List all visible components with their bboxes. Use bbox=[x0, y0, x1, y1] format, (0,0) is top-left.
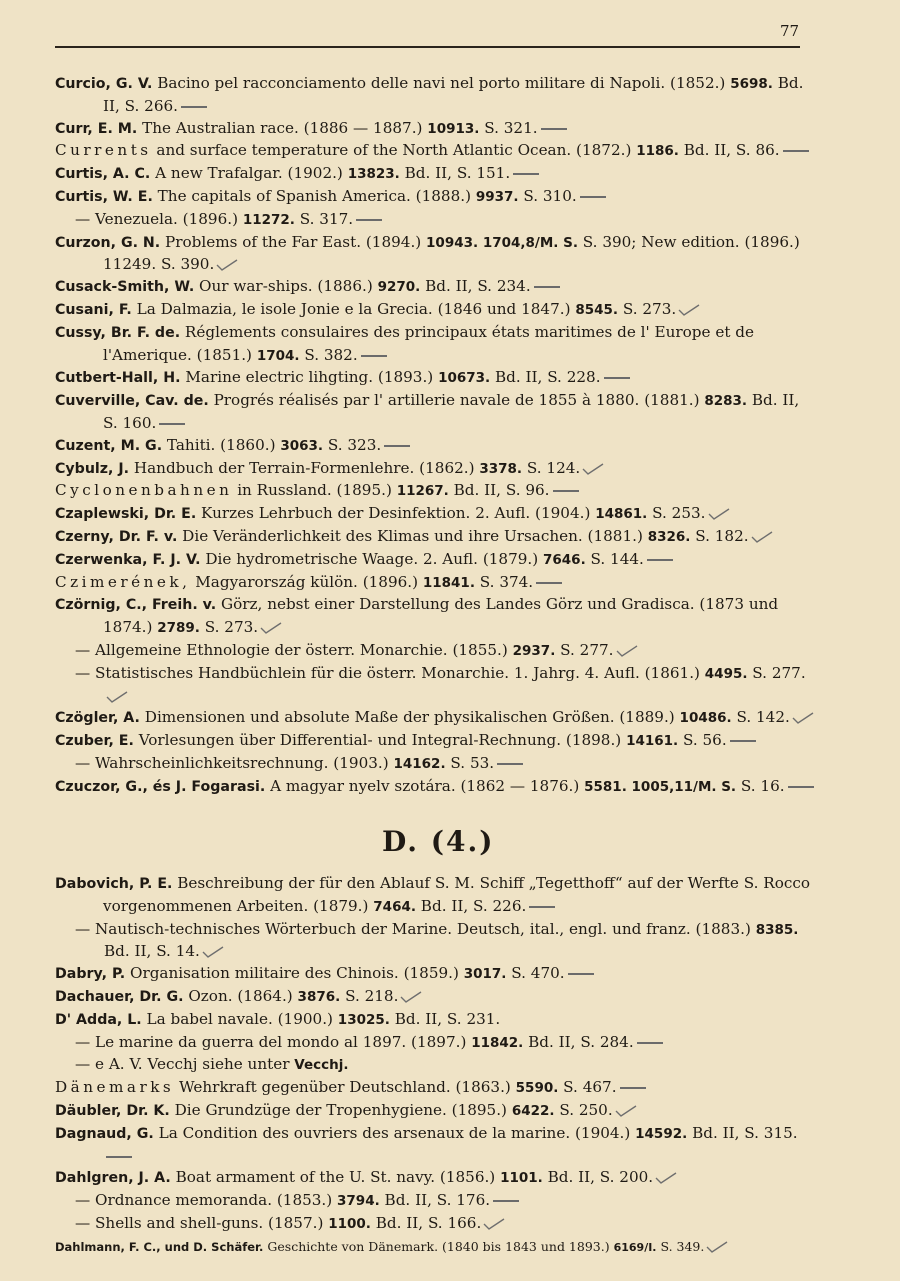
pencil-dash-mark bbox=[730, 740, 756, 742]
entry-author: Dagnaud, G. bbox=[55, 1125, 154, 1142]
entry-page-reference: S. 142. bbox=[731, 708, 790, 727]
entry-page-reference: S. 321. bbox=[479, 118, 538, 137]
pencil-check-icon bbox=[751, 531, 773, 543]
bibliography-entry bbox=[55, 753, 815, 776]
pencil-dash-mark bbox=[493, 1200, 519, 1202]
bibliography-entry bbox=[55, 118, 815, 141]
entry-page-reference: Bd. II, S. 166. bbox=[370, 1213, 482, 1232]
bibliography-entry bbox=[55, 549, 815, 572]
pencil-dash-mark bbox=[356, 219, 382, 221]
entry-title: Statistisches Handbüchlein für die österr. Monarchie. 1. Jahrg. 4. Aufl. (1861.) bbox=[90, 663, 705, 682]
entry-title: Geschichte von Dänemark. (1840 bis 1843 und 1893.) bbox=[263, 1238, 614, 1254]
entry-title: Magyarország külön. (1896.) bbox=[190, 572, 423, 591]
bibliography-entry bbox=[55, 986, 815, 1009]
entry-title: The capitals of Spanish America. (1888.) bbox=[152, 186, 476, 205]
entry-page-reference: S. 253. bbox=[647, 504, 706, 523]
bibliography-entry bbox=[55, 140, 815, 163]
entry-catalog-number: 11842. bbox=[471, 1034, 524, 1051]
entry-catalog-number: 5590. bbox=[515, 1080, 559, 1097]
entry-author: — bbox=[75, 663, 91, 682]
entry-page-reference: Bd. II, S. 14. bbox=[104, 942, 200, 961]
entry-page-reference: S. 182. bbox=[690, 526, 749, 545]
entry-catalog-number: 14592. bbox=[635, 1125, 688, 1142]
bibliography-entry bbox=[55, 963, 815, 986]
entry-catalog-number: 3063. bbox=[280, 437, 324, 454]
entry-author: Cuverville, Cav. de. bbox=[55, 393, 209, 410]
entry-catalog-number: 6169/I. bbox=[613, 1240, 657, 1254]
entry-author: Curzon, G. N. bbox=[55, 234, 161, 251]
entry-title: Allgemeine Ethnologie der österr. Monarchie. (1855.) bbox=[90, 640, 513, 659]
bibliography-entry bbox=[55, 1100, 815, 1123]
bibliography-entry bbox=[55, 299, 815, 322]
entry-page-reference: S. 323. bbox=[323, 435, 382, 454]
pencil-dash-mark bbox=[181, 106, 207, 108]
pencil-dash-mark bbox=[513, 173, 539, 175]
entry-page-reference: S. 467. bbox=[558, 1078, 617, 1097]
entry-author: Czögler, A. bbox=[55, 710, 140, 727]
entry-page-reference: S. 16. bbox=[736, 776, 785, 795]
entry-page-reference: S. 273. bbox=[618, 299, 677, 318]
bibliography-entry bbox=[55, 458, 815, 481]
pencil-dash-mark bbox=[384, 445, 410, 447]
bibliography-entry bbox=[55, 1032, 815, 1055]
bibliography-entry bbox=[55, 776, 815, 799]
pencil-check-icon bbox=[260, 622, 282, 634]
entry-catalog-number: 9270. bbox=[377, 279, 421, 296]
pencil-dash-mark bbox=[604, 377, 630, 379]
bibliography-entry bbox=[55, 1123, 815, 1168]
entry-title: e A. V. Vecchj siehe unter bbox=[90, 1055, 295, 1074]
entry-author: Cutbert-Hall, H. bbox=[55, 370, 181, 387]
entry-author: Czerny, Dr. F. v. bbox=[55, 528, 178, 545]
entry-catalog-number: 4495. bbox=[704, 665, 748, 682]
entry-catalog-number: 10673. bbox=[438, 370, 491, 387]
entry-page-reference: Bd. II, S. 226. bbox=[415, 896, 527, 915]
entry-page-reference: S. 310. bbox=[518, 186, 577, 205]
entry-catalog-number: 1100. bbox=[328, 1215, 371, 1232]
entry-catalog-number: 13823. bbox=[347, 166, 400, 183]
entry-catalog-number: 10913. bbox=[427, 120, 480, 137]
pencil-check-icon bbox=[202, 946, 224, 958]
entry-title: Dimensionen und absolute Maße der physikalischen Größen. (1889.) bbox=[139, 708, 680, 727]
entry-title: Marine electric lihgting. (1893.) bbox=[180, 368, 439, 387]
entry-catalog-number: Vecchj. bbox=[294, 1057, 349, 1074]
bibliography-entry bbox=[55, 1190, 815, 1213]
entry-author: Cuzent, M. G. bbox=[55, 437, 163, 454]
pencil-dash-mark bbox=[637, 1042, 663, 1044]
entry-page-reference: S. 218. bbox=[340, 986, 399, 1005]
entry-catalog-number: 1704. bbox=[256, 347, 300, 364]
entry-title: Problems of the Far East. (1894.) bbox=[160, 232, 427, 251]
entry-author: Dabry, P. bbox=[55, 966, 126, 983]
pencil-check-icon bbox=[678, 304, 700, 316]
entry-page-reference: S. 349. bbox=[656, 1238, 705, 1254]
entry-page-reference: Bd. II, S. 86. bbox=[678, 141, 780, 160]
entry-author: Cusack-Smith, W. bbox=[55, 279, 195, 296]
entry-author: — bbox=[75, 640, 91, 659]
entry-author: Dachauer, Dr. G. bbox=[55, 988, 184, 1005]
entry-catalog-number: 1101. bbox=[500, 1170, 543, 1187]
entry-title: Bacino pel racconciamento delle navi nel porto militare di Napoli. (1852.) bbox=[152, 74, 731, 92]
entry-author: Curcio, G. V. bbox=[55, 76, 153, 92]
bibliography-entry bbox=[55, 73, 815, 118]
bibliography-entry bbox=[55, 367, 815, 390]
entry-author: Cussy, Br. F. de. bbox=[55, 324, 181, 341]
entry-author: — bbox=[75, 209, 91, 228]
header-rule bbox=[55, 46, 800, 48]
entry-catalog-number: 7464. bbox=[373, 898, 416, 915]
entry-page-reference: Bd. II, S. 284. bbox=[523, 1032, 634, 1051]
entry-title: Our war-ships. (1886.) bbox=[194, 277, 378, 296]
entry-catalog-number: 11841. bbox=[422, 574, 475, 591]
entry-page-reference: S. 390; New edition. (1896.) 11249. S. 390. bbox=[103, 232, 800, 274]
bibliography-entry bbox=[55, 526, 815, 549]
entry-catalog-number: 14861. bbox=[595, 506, 648, 523]
entry-page-reference: S. 470. bbox=[506, 964, 565, 983]
entry-author: Curtis, A. C. bbox=[55, 166, 151, 183]
entry-title: Görz, nebst einer Darstellung des Landes Görz und Gradisca. (1873 und 1874.) bbox=[103, 595, 779, 637]
entry-title: Tahiti. (1860.) bbox=[162, 435, 281, 454]
entry-catalog-number: 9937. bbox=[475, 188, 519, 205]
entry-author: — bbox=[75, 1213, 91, 1232]
bibliography-entry bbox=[55, 1009, 815, 1032]
entry-title: Vorlesungen über Differential- und Integral-Rechnung. (1898.) bbox=[133, 731, 627, 750]
bibliography-entry bbox=[55, 322, 815, 368]
bibliography-entry bbox=[55, 232, 815, 277]
bibliography-entry bbox=[55, 480, 815, 503]
bibliography-entry bbox=[55, 594, 815, 640]
entry-catalog-number: 5698. bbox=[730, 76, 773, 92]
entry-catalog-number: 13025. bbox=[337, 1011, 390, 1028]
entry-catalog-number: 8326. bbox=[647, 528, 691, 545]
entry-catalog-number: 8545. bbox=[575, 301, 619, 318]
entry-page-reference: Bd. II, S. 315. bbox=[687, 1123, 798, 1142]
entry-title: and surface temperature of the North Atlantic Ocean. (1872.) bbox=[151, 141, 637, 160]
entry-title: La Condition des ouvriers des arsenaux de la marine. (1904.) bbox=[153, 1123, 636, 1142]
bibliography-entry bbox=[55, 1213, 815, 1236]
pencil-dash-mark bbox=[620, 1087, 646, 1089]
bibliography-entry bbox=[55, 209, 815, 232]
bibliography-entry bbox=[55, 186, 815, 209]
entry-title: La babel navale. (1900.) bbox=[141, 1009, 338, 1028]
entry-page-reference: S. 56. bbox=[678, 731, 727, 750]
entry-catalog-number: 14162. bbox=[393, 755, 446, 772]
entry-title: Die hydrometrische Waage. 2. Aufl. (1879.) bbox=[200, 549, 543, 568]
entry-page-reference: S. 277. bbox=[555, 640, 614, 659]
bibliography-entry bbox=[55, 730, 815, 753]
bibliography-entry bbox=[55, 1077, 815, 1100]
pencil-check-icon bbox=[483, 1218, 505, 1230]
pencil-check-icon bbox=[616, 645, 638, 657]
entry-page-reference: S. 144. bbox=[585, 549, 644, 568]
entry-title: Organisation militaire des Chinois. (1859.) bbox=[125, 964, 464, 983]
entry-page-reference: S. 273. bbox=[199, 618, 259, 637]
entry-page-reference: Bd. II, S. 228. bbox=[490, 368, 601, 387]
entry-author: Czörnig, C., Freih. v. bbox=[55, 597, 217, 614]
entry-author: — bbox=[75, 1055, 91, 1074]
entry-title: Shells and shell-guns. (1857.) bbox=[90, 1213, 329, 1232]
pencil-dash-mark bbox=[529, 906, 555, 908]
entry-page-reference: S. 250. bbox=[554, 1100, 613, 1119]
entry-page-reference: Bd. II, S. 96. bbox=[448, 481, 550, 500]
entry-catalog-number: 3794. bbox=[337, 1193, 380, 1210]
entry-author: — bbox=[75, 919, 91, 938]
bibliography-entry bbox=[55, 1054, 815, 1077]
entry-page-reference: Bd. II, S. 234. bbox=[420, 277, 531, 296]
entry-title: Wahrscheinlichkeitsrechnung. (1903.) bbox=[90, 753, 394, 772]
bibliography-entry bbox=[55, 707, 815, 730]
entry-title: Ozon. (1864.) bbox=[183, 986, 298, 1005]
entry-catalog-number: 11272. bbox=[242, 211, 295, 228]
pencil-dash-mark bbox=[536, 582, 562, 584]
bibliography-entry bbox=[55, 390, 815, 435]
entry-page-reference: Bd. II, S. 266. bbox=[103, 74, 804, 115]
entry-catalog-number: 11267. bbox=[396, 483, 449, 500]
entry-page-reference: Bd. II, S. 231. bbox=[389, 1009, 501, 1028]
entry-author: Dabovich, P. E. bbox=[55, 876, 173, 892]
entry-catalog-number: 7646. bbox=[543, 551, 586, 568]
pencil-check-icon bbox=[106, 691, 128, 703]
pencil-dash-mark bbox=[647, 559, 673, 561]
pencil-dash-mark bbox=[534, 286, 560, 288]
page-number: 77 bbox=[780, 22, 800, 40]
entry-page-reference: S. 124. bbox=[522, 458, 581, 477]
entry-author: Dahlmann, F. C., und D. Schäfer. bbox=[55, 1239, 264, 1254]
pencil-check-icon bbox=[708, 508, 730, 520]
entry-author: Curtis, W. E. bbox=[55, 188, 153, 205]
pencil-dash-mark bbox=[159, 423, 185, 425]
pencil-check-icon bbox=[706, 1241, 728, 1253]
entry-title: Handbuch der Terrain-Formenlehre. (1862.) bbox=[129, 458, 480, 477]
pencil-check-icon bbox=[582, 463, 604, 475]
entry-author: Dahlgren, J. A. bbox=[55, 1170, 171, 1187]
entries-list-d bbox=[55, 873, 815, 1259]
entry-title: Ordnance memoranda. (1853.) bbox=[90, 1191, 338, 1210]
entry-author: — bbox=[75, 753, 91, 772]
entry-page-reference: Bd. II, S. 160. bbox=[103, 391, 800, 432]
pencil-dash-mark bbox=[541, 128, 567, 130]
pencil-check-icon bbox=[400, 991, 422, 1003]
entry-page-reference: Bd. II, S. 151. bbox=[399, 164, 511, 183]
entry-title: Wehrkraft gegenüber Deutschland. (1863.) bbox=[174, 1078, 516, 1097]
entry-catalog-number: 3017. bbox=[463, 966, 507, 983]
entry-author: Cyclonenbahnen bbox=[55, 481, 233, 500]
bibliography-entry bbox=[55, 873, 815, 919]
entry-title: Nautisch-technisches Wörterbuch der Marine. Deutsch, ital., engl. und franz. (1883.) bbox=[90, 919, 756, 938]
entries-list-c bbox=[55, 73, 815, 799]
bibliography-entry bbox=[55, 435, 815, 458]
entry-title: A new Trafalgar. (1902.) bbox=[150, 164, 348, 183]
entry-author: Däubler, Dr. K. bbox=[55, 1102, 170, 1119]
entry-catalog-number: 14161. bbox=[626, 733, 679, 750]
entry-title: Le marine da guerra del mondo al 1897. (1897.) bbox=[90, 1032, 472, 1051]
bibliography-entry bbox=[55, 276, 815, 299]
entry-title: Venezuela. (1896.) bbox=[90, 209, 243, 228]
entry-author: D' Adda, L. bbox=[55, 1011, 142, 1028]
entry-page-reference: S. 374. bbox=[474, 572, 534, 591]
entry-title: The Australian race. (1886 — 1887.) bbox=[137, 118, 428, 137]
entry-catalog-number: 2937. bbox=[512, 642, 556, 659]
entry-title: Réglements consulaires des principaux états maritimes de l' Europe et de l'Amerique. (1851.) bbox=[103, 322, 754, 364]
entry-author: Czimerének, bbox=[55, 572, 191, 591]
entry-catalog-number: 10486. bbox=[679, 710, 732, 727]
section-heading: D. (4.) bbox=[382, 825, 495, 858]
pencil-dash-mark bbox=[106, 1156, 132, 1158]
entry-page-reference: S. 317. bbox=[294, 209, 354, 228]
entry-catalog-number: 8283. bbox=[704, 393, 748, 410]
pencil-check-icon bbox=[655, 1172, 677, 1184]
entry-title: Die Grundzüge der Tropenhygiene. (1895.) bbox=[169, 1100, 512, 1119]
bibliography-entry bbox=[55, 640, 815, 663]
pencil-dash-mark bbox=[783, 150, 809, 152]
entry-author: Dänemarks bbox=[55, 1078, 175, 1097]
pencil-dash-mark bbox=[568, 973, 594, 975]
pencil-check-icon bbox=[216, 259, 238, 271]
entry-page-reference: S. 53. bbox=[445, 753, 495, 772]
pencil-check-icon bbox=[615, 1105, 637, 1117]
bibliography-entry bbox=[55, 1167, 815, 1190]
entry-title: La Dalmazia, le isole Jonie e la Grecia. (1846 und 1847.) bbox=[131, 299, 576, 318]
entry-catalog-number: 3378. bbox=[479, 460, 523, 477]
entry-catalog-number: 5581. 1005,11/M. S. bbox=[584, 778, 737, 795]
bibliography-entry bbox=[55, 919, 815, 964]
entry-author: Czuber, E. bbox=[55, 733, 134, 750]
entry-title: in Russland. (1895.) bbox=[232, 481, 397, 500]
entry-catalog-number: 8385. bbox=[755, 921, 799, 938]
entry-title: Die Veränderlichkeit des Klimas und ihre Ursachen. (1881.) bbox=[177, 526, 648, 545]
entry-author: Cybulz, J. bbox=[55, 460, 130, 477]
bibliography-entry bbox=[55, 663, 815, 708]
pencil-dash-mark bbox=[580, 196, 606, 198]
bibliography-entry bbox=[55, 503, 815, 526]
entry-author: Currents bbox=[55, 141, 152, 160]
entry-author: Czuczor, G., és J. Fogarasi. bbox=[55, 778, 266, 795]
entry-title: Progrés réalisés par l' artillerie navale de 1855 à 1880. (1881.) bbox=[208, 391, 705, 410]
entry-author: — bbox=[75, 1191, 91, 1210]
entry-page-reference: S. 382. bbox=[299, 345, 358, 364]
entry-author: Czaplewski, Dr. E. bbox=[55, 506, 197, 523]
entry-title: Kurzes Lehrbuch der Desinfektion. 2. Aufl. (1904.) bbox=[196, 504, 596, 523]
entry-catalog-number: 10943. 1704,8/M. S. bbox=[426, 234, 578, 251]
entry-catalog-number: 3876. bbox=[297, 988, 341, 1005]
pencil-dash-mark bbox=[497, 763, 523, 765]
entry-title: Beschreibung der für den Ablauf S. M. Schiff „Tegetthoff“ auf der Werfte S. Rocco vorgenommenen Arbeiten. (1879.) bbox=[103, 874, 810, 915]
entry-author: Czerwenka, F. J. V. bbox=[55, 551, 201, 568]
pencil-dash-mark bbox=[553, 490, 579, 492]
entry-catalog-number: 6422. bbox=[511, 1102, 555, 1119]
entry-page-reference: Bd. II, S. 200. bbox=[542, 1168, 654, 1187]
pencil-dash-mark bbox=[788, 786, 814, 788]
entry-title: Boat armament of the U. St. navy. (1856.) bbox=[170, 1168, 501, 1187]
entry-catalog-number: 2789. bbox=[157, 620, 200, 637]
entry-catalog-number: 1186. bbox=[636, 143, 679, 160]
entry-title: A magyar nyelv szotára. (1862 — 1876.) bbox=[265, 776, 585, 795]
bibliography-entry bbox=[55, 1236, 815, 1259]
entry-page-reference: Bd. II, S. 176. bbox=[379, 1191, 491, 1210]
entry-author: — bbox=[75, 1032, 91, 1051]
entry-author: Curr, E. M. bbox=[55, 120, 138, 137]
pencil-check-icon bbox=[792, 712, 814, 724]
entry-page-reference: S. 277. bbox=[747, 663, 806, 682]
pencil-dash-mark bbox=[361, 355, 387, 357]
bibliography-entry bbox=[55, 163, 815, 186]
bibliography-entry bbox=[55, 572, 815, 595]
entry-author: Cusani, F. bbox=[55, 301, 132, 318]
